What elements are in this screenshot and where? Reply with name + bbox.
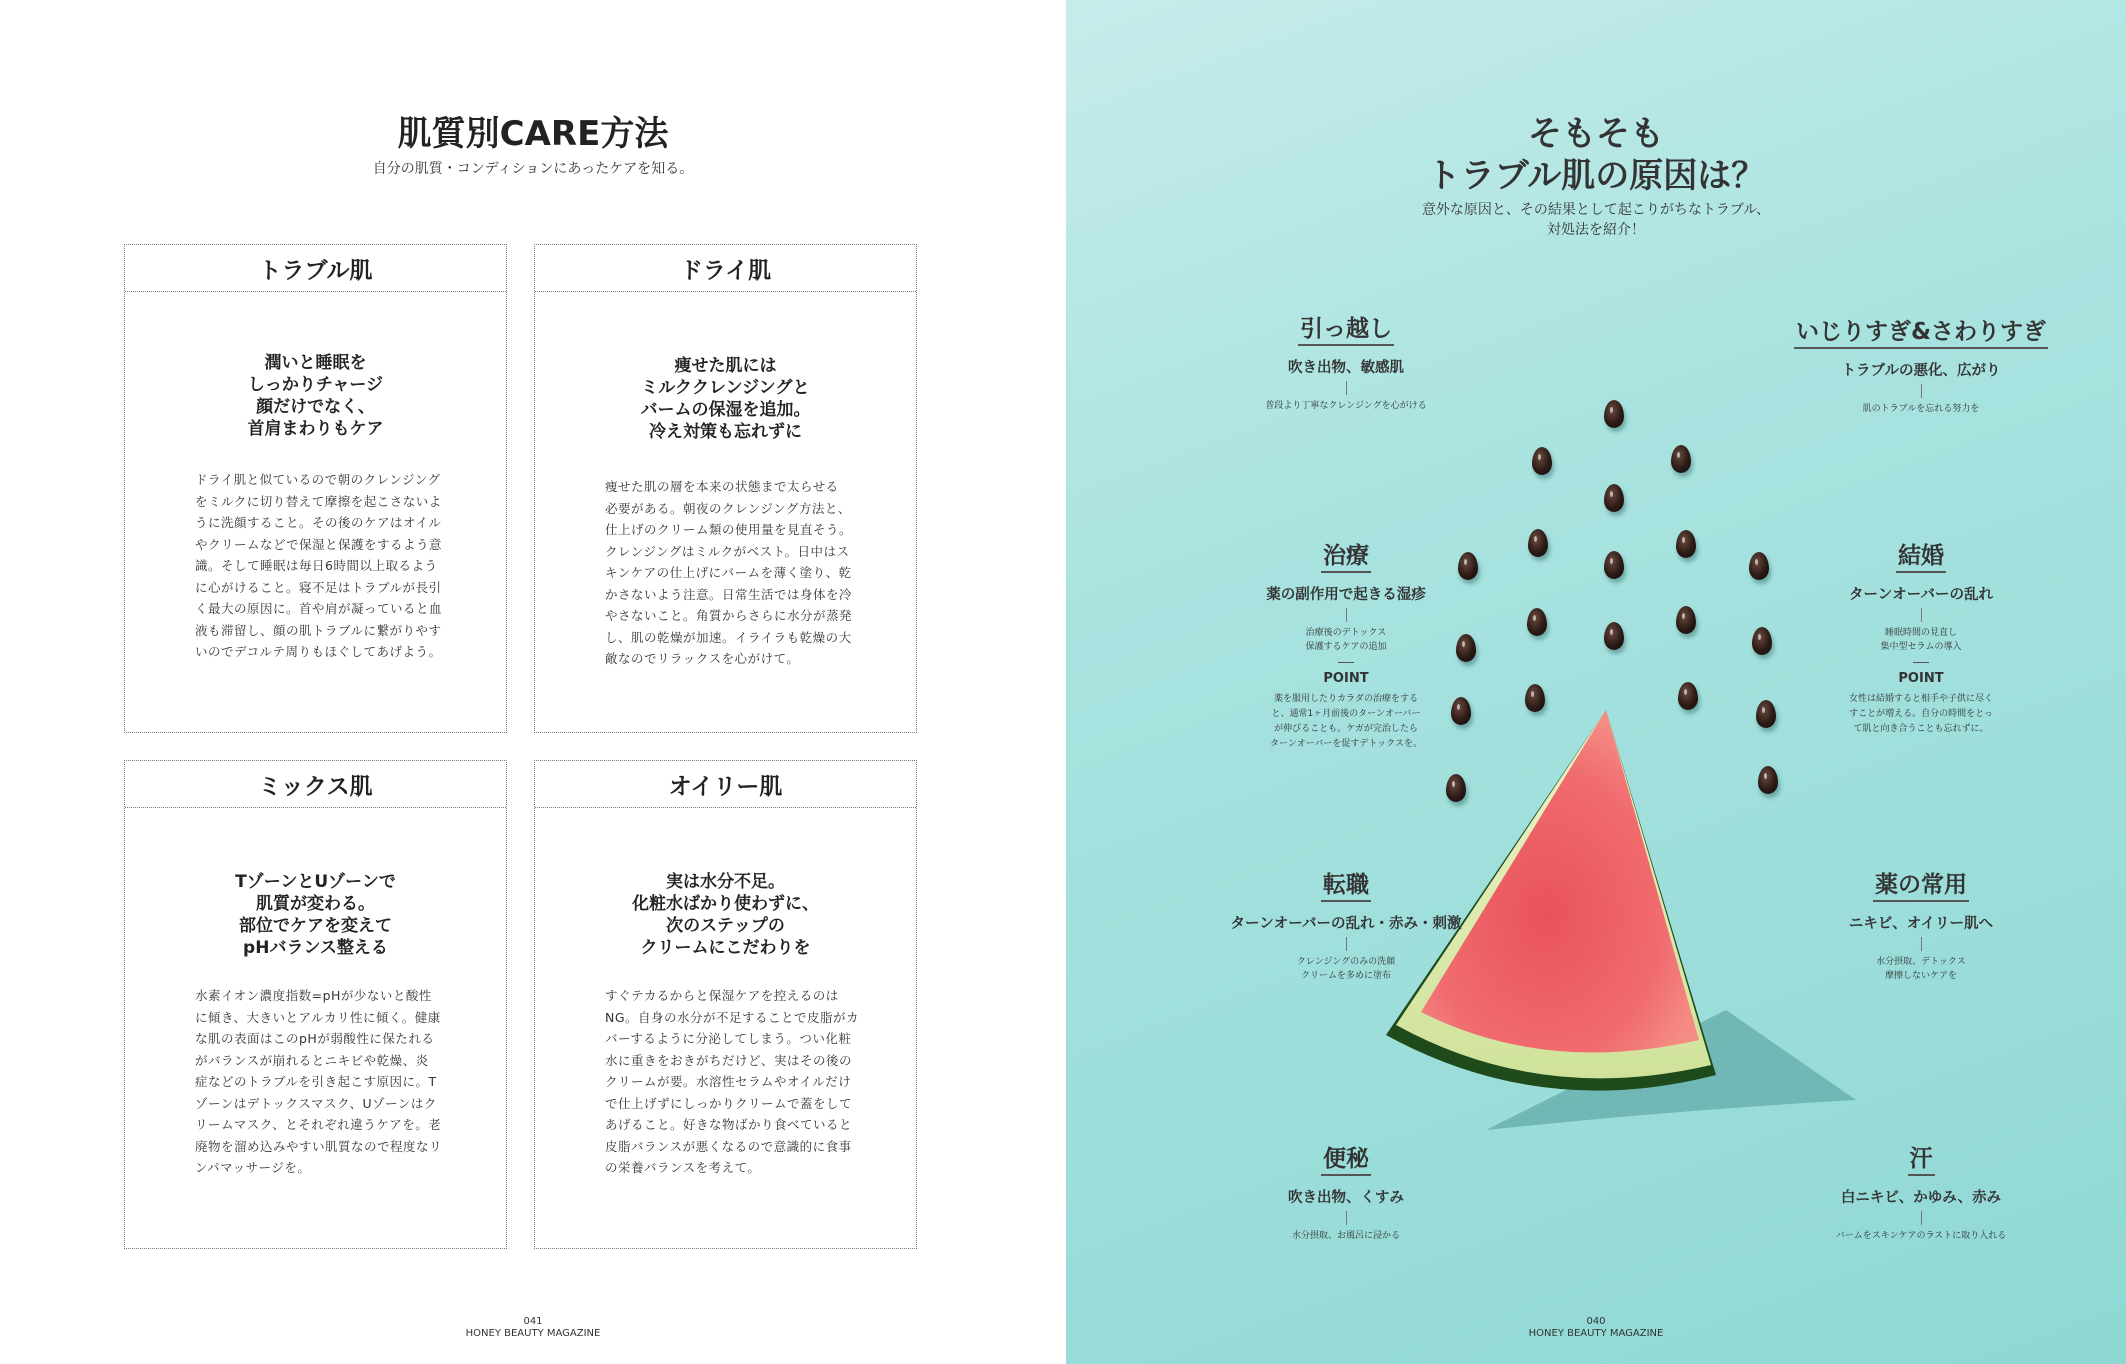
cause-treatment [1186,537,1506,752]
seed [1528,529,1548,557]
cause-name: 汗 [1908,1140,1935,1176]
seed [1676,530,1696,558]
point-label: POINT [1323,671,1369,686]
cause-tip: 治療後のデトックス 保護するケアの追加 [1305,628,1387,652]
cause-desc: トラブルの悪化、広がり [1841,363,2001,379]
connector-line [1346,1211,1347,1225]
point-text: 女性は結婚すると相手や子供に尽く すことが増える。自分の時間をとっ て肌と向き合うことも忘れずに。 [1848,694,1993,734]
seed [1532,447,1552,475]
connector-line [1921,384,1922,398]
cause-name: いじりすぎ&さわりすぎ [1794,313,2048,349]
cause-tip: バームをスキンケアのラストに取り入れる [1835,1231,2007,1241]
cause-desc: ターンオーバーの乱れ・赤み・刺激 [1230,916,1462,932]
seed [1604,484,1624,512]
cause-desc: ニキビ、オイリー肌へ [1848,916,1994,932]
divider [1338,662,1354,663]
cause-name: 便秘 [1321,1140,1371,1176]
care-box-heading: オイリー肌 [535,761,916,808]
cause-tip: 普段より丁寧なクレンジングを心がける [1265,401,1427,411]
seed [1604,551,1624,579]
cause-moving [1186,310,1506,413]
care-box-body: すぐテカるからと保湿ケアを控えるのは NG。自身の水分が不足することで皮脂がカ バーするように分泌してしまう。つい化粧 水に重きをおきがちだけど、実はその後の クリームが要。水溶性セラムやオイルだけ で仕上げずにしっかりクリームで蓋をして あげること。好きな物ばかり食べていると 皮脂バランスが悪くなるので意識的に食事 の栄養バランスを考えて。 [605,988,860,1175]
left-page-title: 肌質別CARE方法 [397,114,669,154]
seed [1604,400,1624,428]
care-box-lead: 潤いと睡眠を しっかりチャージ 顔だけでなく、 首肩まわりもケア [247,353,384,439]
cause-name: 引っ越し [1298,310,1394,346]
cause-desc: 薬の副作用で起きる湿疹 [1266,587,1426,603]
cause-name: 転職 [1321,866,1371,902]
seed [1671,445,1691,473]
care-box-mix [124,760,507,1249]
right-page-title-line1: そもそも [1528,114,1664,154]
cause-desc: ターンオーバーの乱れ [1849,587,1993,603]
seed [1758,766,1778,794]
cause-tip: 水分摂取、お風呂に浸かる [1291,1231,1400,1241]
point-label: POINT [1898,671,1944,686]
care-box-heading: ミックス肌 [125,761,506,808]
left-page-subtitle: 自分の肌質・コンディションにあったケアを知る。 [372,161,694,177]
seed [1446,774,1466,802]
connector-line [1346,381,1347,395]
seed [1676,606,1696,634]
right-page-subtitle: 意外な原因と、その結果として起こりがちなトラブル、 対処法を紹介！ [1421,202,1771,238]
care-box-body: ドライ肌と似ているので朝のクレンジング をミルクに切り替えて摩擦を起こさないよ うに洗顔すること。その後のケアはオイル やクリームなどで保湿と保護をするよう意 識。そして睡眠は毎日6時間以上取るよう に心がけること。寝不足はトラブルが長引 く最大の原因に。首や肩が凝っていると血 液も滞留し、顔の肌トラブルに繋がりやす いのでデコルテ周りもほぐしてあげよう。 [195,472,443,659]
connector-line [1346,937,1347,951]
connector-line [1346,608,1347,622]
care-box-oily [534,760,917,1249]
cause-desc: 吹き出物、くすみ [1288,1190,1404,1206]
care-box-trouble [124,244,507,733]
care-box-body: 痩せた肌の層を本来の状態まで太らせる 必要がある。朝夜のクレンジング方法と、 仕上げのクリーム類の使用量を見直そう。 クレンジングはミルクがベスト。日中はス キンケアの仕上げにバームを薄く塗り、乾 かさないよう注意。日常生活では身体を冷 やさないこと。角質からさらに水分が蒸発 し、肌の乾燥が加速。イライラも乾燥の大 敵なのでリラックスを心がけて。 [605,479,853,666]
left-page-folio: 041 HONEY BEAUTY MAGAZINE [465,1316,601,1339]
connector-line [1921,937,1922,951]
seed [1527,608,1547,636]
cause-marriage [1761,537,2081,737]
connector-line [1921,608,1922,622]
cause-medicine [1761,866,2081,983]
cause-constipation [1186,1140,1506,1243]
connector-line [1921,1211,1922,1225]
right-page-folio: 040 HONEY BEAUTY MAGAZINE [1528,1316,1664,1339]
seed [1525,684,1545,712]
cause-job-change [1186,866,1506,983]
cause-sweat [1761,1140,2081,1243]
cause-desc: 白ニキビ、かゆみ、赤み [1840,1190,2002,1206]
care-box-lead: TゾーンとUゾーンで 肌質が変わる。 部位でケアを変えて pHバランス整える [235,872,396,958]
cause-tip: 水分摂取、デトックス 摩擦しないケアを [1876,957,1966,981]
cause-touching [1756,313,2086,416]
divider [1913,662,1929,663]
cause-name: 薬の常用 [1873,866,1969,902]
point-text: 薬を服用したりカラダの治療をする と、通常1ヶ月前後のターンオーバー が伸びることも。ケガが完治したら ターンオーバーを促すデトックスを。 [1269,694,1422,749]
seed [1604,622,1624,650]
seed [1678,682,1698,710]
care-box-heading: ドライ肌 [535,245,916,292]
care-box-lead: 実は水分不足。 化粧水ばかり使わずに、 次のステップの クリームにこだわりを [632,872,819,958]
right-page [1066,0,2126,1364]
care-box-dry [534,244,917,733]
cause-name: 結婚 [1896,537,1946,573]
cause-tip: クレンジングのみの洗顔 クリームを多めに塗布 [1296,957,1396,981]
cause-desc: 吹き出物、敏感肌 [1288,360,1404,376]
cause-name: 治療 [1321,537,1371,573]
care-box-lead: 痩せた肌には ミルククレンジングと バームの保湿を追加。 冷え対策も忘れずに [640,356,811,442]
right-page-title-line2: トラブル肌の原因は？ [1426,156,1766,196]
cause-tip: 肌のトラブルを忘れる努力を [1862,404,1980,414]
cause-tip: 睡眠時間の見直し 集中型セラムの導入 [1880,628,1962,652]
care-box-body: 水素イオン濃度指数=pHが少ないと酸性 に傾き、大きいとアルカリ性に傾く。健康 な肌の表面はこのpHが弱酸性に保たれる がバランスが崩れるとニキビや乾燥、炎 症などのトラブルを引き起こす原因に。T ゾーンはデトックスマスク、Uゾーンはク リームマスク、とそれぞれ違うケアを。老 廃物を溜め込みやすい肌質なので程度なリ ンパマッサージを。 [195,988,443,1175]
care-box-heading: トラブル肌 [125,245,506,292]
